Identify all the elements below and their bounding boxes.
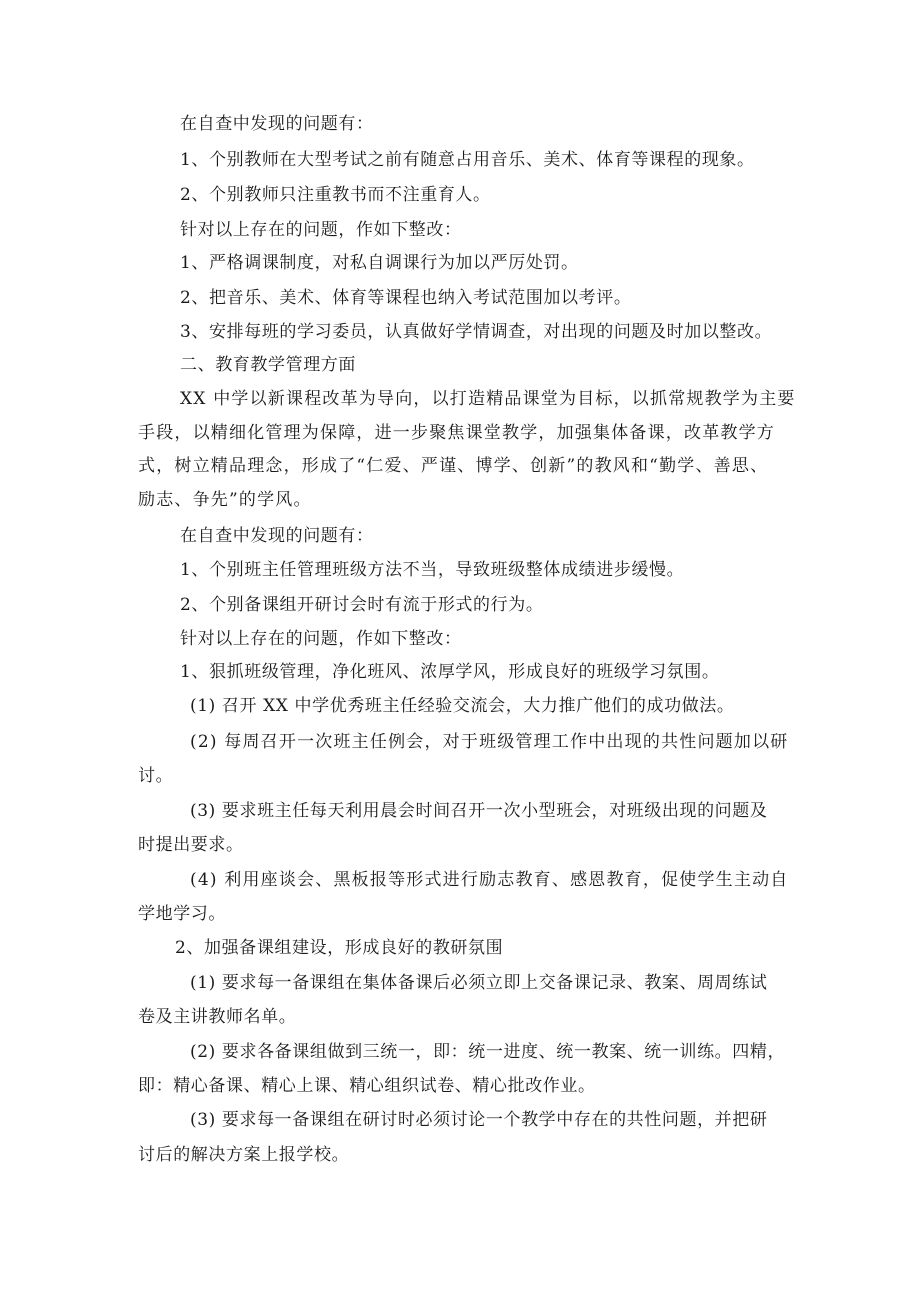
text-line-7: 3、安排每班的学习委员，认真做好学情调查，对出现的问题及时加以整改。 xyxy=(180,322,773,342)
text-line-14: 1、个别班主任管理班级方法不当，导致班级整体成绩进步缓慢。 xyxy=(180,560,685,580)
text-line-10: 手段，以精细化管理为保障，进一步聚焦课堂教学，加强集体备课，改革教学方 xyxy=(138,423,775,443)
text-line-22: 时提出要求。 xyxy=(138,835,244,855)
text-line-5: 1、严格调课制度，对私自调课行为加以严厉处罚。 xyxy=(180,253,579,273)
text-line-27: 卷及主讲教师名单。 xyxy=(138,1007,297,1027)
text-line-6: 2、把音乐、美术、体育等课程也纳入考试范围加以考评。 xyxy=(180,288,632,308)
text-line-3: 2、个别教师只注重教书而不注重育人。 xyxy=(180,185,491,205)
section-heading: 二、教育教学管理方面 xyxy=(180,355,356,375)
text-line-24: 学地学习。 xyxy=(138,904,226,924)
text-line-31: 讨后的解决方案上报学校。 xyxy=(138,1145,350,1165)
text-line-2: 1、个别教师在大型考试之前有随意占用音乐、美术、体育等课程的现象。 xyxy=(180,150,755,170)
text-line-17: 1、狠抓班级管理，净化班风、浓厚学风，形成良好的班级学习氛围。 xyxy=(180,662,720,682)
text-line-11: 式，树立精品理念，形成了“仁爱、严谨、博学、创新”的教风和“勤学、善思、 xyxy=(138,456,769,476)
text-line-12: 励志、争先”的学风。 xyxy=(138,490,312,510)
text-line-28: (2) 要求各备课组做到三统一，即：统一进度、统一教案、统一训练。四精， xyxy=(190,1042,786,1062)
text-line-25: 2、加强备课组建设，形成良好的教研氛围 xyxy=(175,938,504,958)
text-line-1: 在自查中发现的问题有： xyxy=(180,114,374,134)
text-line-9: XX 中学以新课程改革为导向，以打造精品课堂为目标，以抓常规教学为主要 xyxy=(180,389,796,409)
text-line-20: 讨。 xyxy=(138,766,174,786)
text-line-18: (1) 召开 XX 中学优秀班主任经验交流会，大力推广他们的成功做法。 xyxy=(190,696,735,716)
text-line-29: 即：精心备课、精心上课、精心组织试卷、精心批改作业。 xyxy=(138,1076,596,1096)
text-line-16: 针对以上存在的问题，作如下整改： xyxy=(180,629,462,649)
text-line-26: (1) 要求每一备课组在集体备课后必须立即上交备课记录、教案、周周练试 xyxy=(190,973,768,993)
text-line-19: (2) 每周召开一次班主任例会，对于班级管理工作中出现的共性问题加以研 xyxy=(190,732,789,752)
text-line-4: 针对以上存在的问题，作如下整改： xyxy=(180,220,462,240)
text-line-23: (4) 利用座谈会、黑板报等形式进行励志教育、感恩教育，促使学生主动自 xyxy=(190,870,789,890)
text-line-13: 在自查中发现的问题有： xyxy=(180,526,374,546)
text-line-30: (3) 要求每一备课组在研讨时必须讨论一个教学中存在的共性问题，并把研 xyxy=(190,1110,768,1130)
text-line-21: (3) 要求班主任每天利用晨会时间召开一次小型班会，对班级出现的问题及 xyxy=(190,801,768,821)
text-line-15: 2、个别备课组开研讨会时有流于形式的行为。 xyxy=(180,595,544,615)
